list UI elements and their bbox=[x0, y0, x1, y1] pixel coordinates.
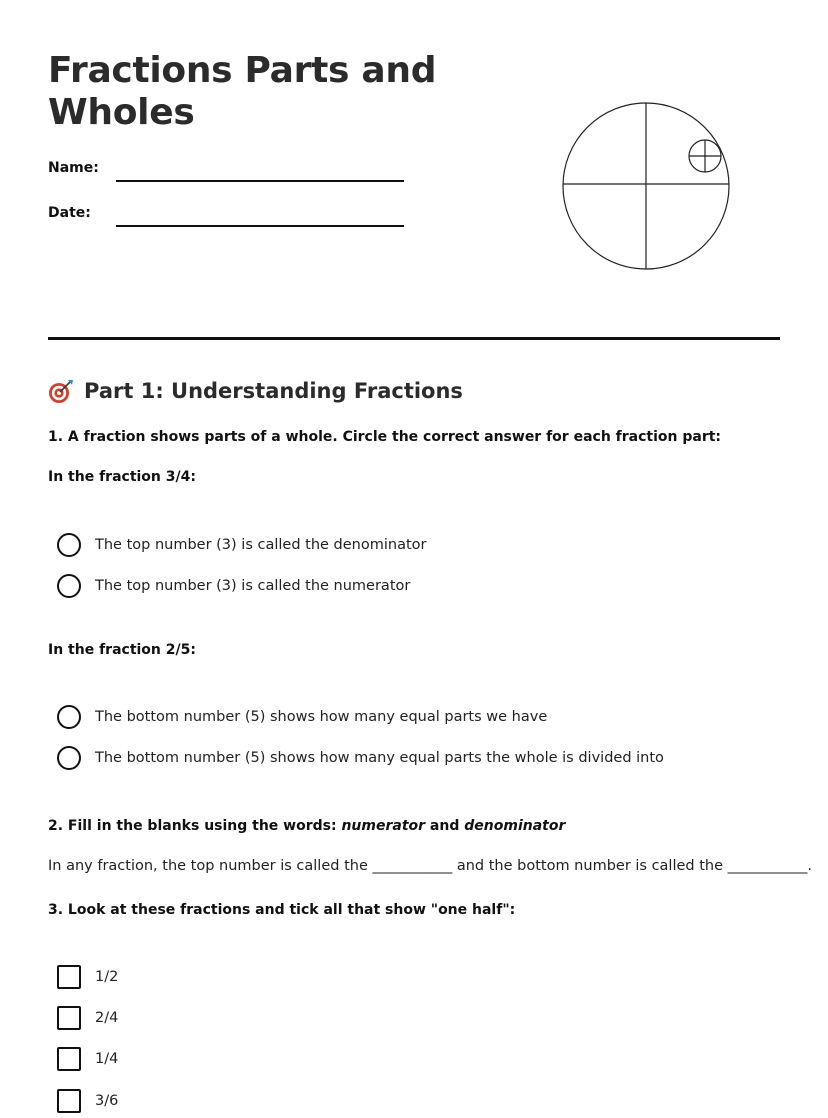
q1-group-1-option-2[interactable] bbox=[57, 574, 410, 598]
question-2-prompt bbox=[48, 818, 565, 834]
question-1-prompt: 1. A fraction shows parts of a whole. Circle the correct answer for each fraction part: bbox=[48, 429, 722, 445]
date-field bbox=[48, 205, 408, 235]
date-label: Date: bbox=[48, 205, 91, 221]
checkbox[interactable] bbox=[57, 1047, 81, 1071]
q3-option-2[interactable] bbox=[57, 1006, 118, 1030]
target-icon bbox=[48, 378, 74, 404]
q2-fill-sentence[interactable]: In any fraction, the top number is called the ___________ and the bottom number is called the ___________. bbox=[48, 858, 812, 874]
q2-prompt-lead: 2. Fill in the blanks using the words: bbox=[48, 818, 342, 834]
option-label: 3/6 bbox=[95, 1093, 119, 1109]
section-divider bbox=[48, 337, 780, 340]
part1-heading bbox=[48, 376, 463, 406]
radio-button[interactable] bbox=[57, 574, 81, 598]
q1-group-1-option-1[interactable] bbox=[57, 533, 426, 557]
q3-option-4[interactable] bbox=[57, 1089, 118, 1113]
name-field bbox=[48, 160, 408, 190]
q3-option-1[interactable] bbox=[57, 965, 118, 989]
name-label: Name: bbox=[48, 160, 99, 176]
q1-group-2-option-1[interactable] bbox=[57, 705, 547, 729]
q1-group-2-label: In the fraction 2/5: bbox=[48, 642, 196, 658]
option-label: The bottom number (5) shows how many equal parts we have bbox=[95, 709, 548, 725]
circle-divided-quarters-icon bbox=[560, 100, 732, 272]
date-blank-line[interactable] bbox=[116, 225, 404, 227]
part1-heading-text: Part 1: Understanding Fractions bbox=[84, 379, 463, 403]
question-3-prompt: 3. Look at these fractions and tick all that show "one half": bbox=[48, 902, 516, 918]
q3-option-3[interactable] bbox=[57, 1047, 118, 1071]
option-label: The top number (3) is called the numerator bbox=[95, 578, 411, 594]
option-label: The bottom number (5) shows how many equal parts the whole is divided into bbox=[95, 750, 664, 766]
option-label: 1/2 bbox=[95, 969, 119, 985]
radio-button[interactable] bbox=[57, 746, 81, 770]
name-blank-line[interactable] bbox=[116, 180, 404, 182]
option-label: 2/4 bbox=[95, 1010, 119, 1026]
checkbox[interactable] bbox=[57, 965, 81, 989]
radio-button[interactable] bbox=[57, 533, 81, 557]
checkbox[interactable] bbox=[57, 1006, 81, 1030]
q1-group-1-label: In the fraction 3/4: bbox=[48, 469, 196, 485]
radio-button[interactable] bbox=[57, 705, 81, 729]
q1-group-2-option-2[interactable] bbox=[57, 746, 664, 770]
q2-word-numerator: numerator bbox=[341, 818, 426, 834]
checkbox[interactable] bbox=[57, 1089, 81, 1113]
page-title: Fractions Parts and Wholes bbox=[48, 50, 437, 133]
q2-joiner: and bbox=[425, 818, 465, 834]
q2-word-denominator: denominator bbox=[464, 818, 566, 834]
option-label: 1/4 bbox=[95, 1051, 119, 1067]
option-label: The top number (3) is called the denominator bbox=[95, 537, 427, 553]
